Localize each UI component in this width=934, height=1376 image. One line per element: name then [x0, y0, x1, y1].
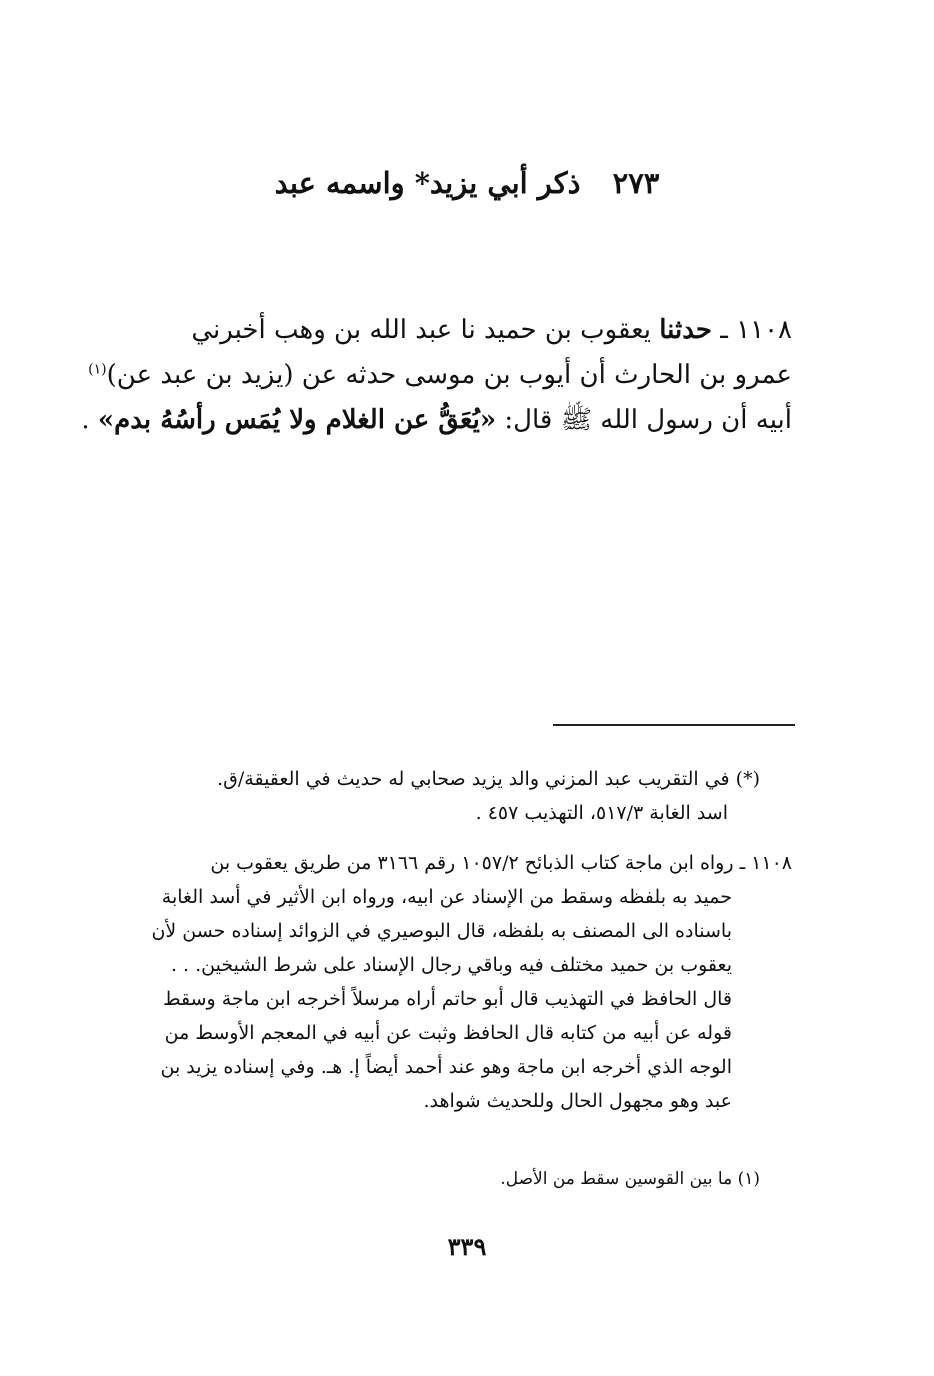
takhrij-line: قال الحافظ في التهذيب قال أبو حاتم أراه مرسلاً أخرجه ابن ماجة وسقط — [162, 988, 732, 1010]
chapter-title: ذكر أبي يزيد* واسمه عبد — [274, 166, 581, 200]
hadith-number: ١١٠٨ ـ — [720, 315, 792, 345]
hadith-line-2-text: عمرو بن الحارث أن أيوب بن موسى حدثه عن (يزيد بن عبد عن) — [106, 360, 792, 390]
hadith-lead: حدثنا — [659, 315, 712, 345]
takhrij-line: الوجه الذي أخرجه ابن ماجة وهو عند أحمد أيضاً إ. هـ. وفي إسناده يزيد بن — [160, 1056, 732, 1078]
hadith-quote: «يُعَقُّ عن الغلام ولا يُمَس رأسُهُ بدم» — [97, 405, 497, 435]
hadith-line-3-text: أبيه أن رسول الله ﷺ قال: — [504, 405, 792, 435]
takhrij-note — [110, 846, 792, 1118]
asterisk-note — [120, 762, 760, 830]
footnote-1 — [420, 1162, 760, 1196]
takhrij-line: قوله عن أبيه من كتابه قال الحافظ وثبت عن أبيه في المعجم الأوسط من — [164, 1022, 732, 1044]
hadith-line-1-text: يعقوب بن حميد نا عبد الله بن وهب أخبرني — [191, 315, 651, 345]
chapter-heading — [150, 166, 784, 200]
footnote-marker: (١) — [88, 361, 107, 378]
hadith-line-1 — [130, 308, 792, 353]
takhrij-line: عبد وهو مجهول الحال وللحديث شواهد. — [423, 1090, 732, 1112]
asterisk-note-line: اسد الغابة ٥١٧/٣، التهذيب ٤٥٧ . — [475, 802, 728, 824]
takhrij-line: حميد به بلفظه وسقط من الإسناد عن ابيه، ورواه ابن الأثير في أسد الغابة — [161, 886, 732, 908]
footnote-1-text: (١) ما بين القوسين سقط من الأصل. — [500, 1169, 760, 1189]
hadith-line-3 — [81, 398, 792, 443]
page-number: ٣٣٩ — [447, 1232, 487, 1261]
footnote-divider — [553, 724, 795, 726]
asterisk-note-line: (*) في التقريب عبد المزني والد يزيد صحابي له حديث في العقيقة/ق. — [217, 768, 760, 790]
hadith-text — [81, 308, 792, 443]
hadith-line-2 — [88, 353, 792, 398]
chapter-number: ٢٧٣ — [612, 166, 660, 200]
hadith-end: . — [81, 405, 90, 435]
takhrij-line: يعقوب بن حميد مختلف فيه وباقي رجال الإسناد على شرط الشيخين. . . — [170, 954, 732, 976]
takhrij-line: باسناده الى المصنف به بلفظه، قال البوصيري في الزوائد إسناده حسن لأن — [151, 920, 732, 942]
takhrij-line: ١١٠٨ ـ رواه ابن ماجة كتاب الذبائح ١٠٥٧/٢ رقم ٣١٦٦ من طريق يعقوب بن — [210, 852, 792, 874]
